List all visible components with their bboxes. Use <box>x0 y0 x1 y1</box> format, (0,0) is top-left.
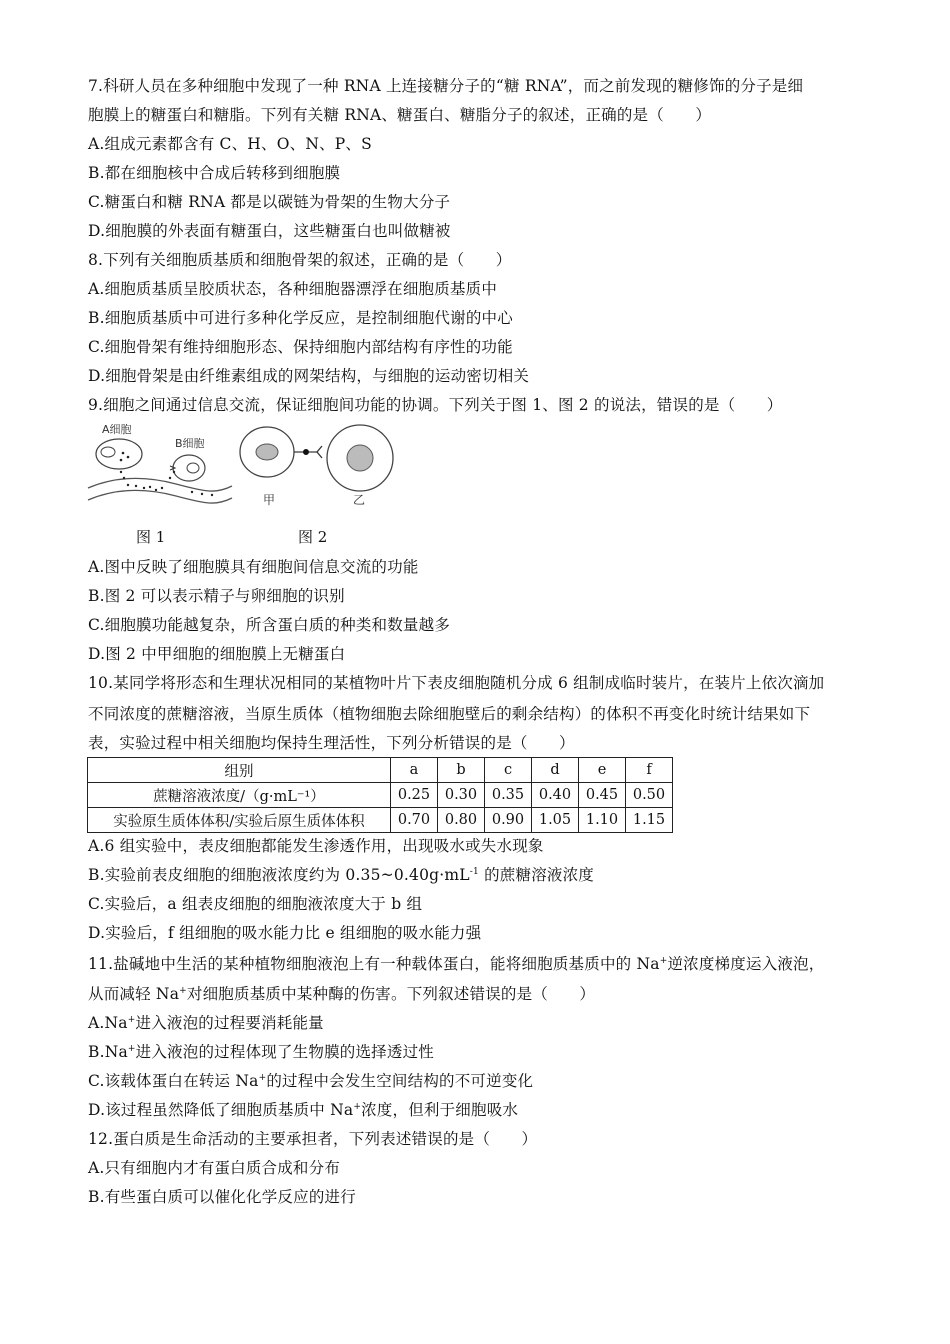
q7-option-b: B.都在细胞核中合成后转移到细胞膜 <box>88 164 341 182</box>
fig1-label-a-cell: A细胞 <box>102 423 132 436</box>
q12-stem: 12.蛋白质是生命活动的主要承担者，下列表述错误的是（ ） <box>88 1130 538 1148</box>
q8-option-a: A.细胞质基质呈胶质状态，各种细胞器漂浮在细胞质基质中 <box>88 280 498 298</box>
table-cell: 1.05 <box>532 808 579 833</box>
q11-stem-line-2: 从而减轻 Na+对细胞质基质中某种酶的伤害。下列叙述错误的是（ ） <box>88 985 596 1003</box>
fig1-cell-b <box>173 455 205 481</box>
fig1-cell-a <box>96 439 142 469</box>
q9-option-d: D.图 2 中甲细胞的细胞膜上无糖蛋白 <box>88 645 346 663</box>
q8-stem: 8.下列有关细胞质基质和细胞骨架的叙述，正确的是（ ） <box>88 251 512 269</box>
figure-1-caption: 图 1 <box>136 528 166 546</box>
q10-option-b: B.实验前表皮细胞的细胞液浓度约为 $0.35\sim 0.40g\cdot mL^{-1}$ 的蔗糖溶液浓度 <box>88 866 594 884</box>
fig1-label-b-cell: B细胞 <box>175 437 205 450</box>
q12-option-b: B.有些蛋白质可以催化化学反应的进行 <box>88 1188 356 1206</box>
table-row <box>88 758 673 783</box>
table-cell: e <box>579 758 626 783</box>
table-cell: 0.25 <box>391 783 438 808</box>
q10-stem-line-1: 10.某同学将形态和生理状况相同的某植物叶片下表皮细胞随机分成 6 组制成临时装片，在装片上依次滴加 <box>88 674 825 692</box>
table-cell: c <box>485 758 532 783</box>
table-row <box>88 783 673 808</box>
table-cell: 0.70 <box>391 808 438 833</box>
q12-option-a: A.只有细胞内才有蛋白质合成和分布 <box>88 1159 341 1177</box>
table-cell: 0.90 <box>485 808 532 833</box>
q9-option-c: C.细胞膜功能越复杂，所含蛋白质的种类和数量越多 <box>88 616 451 634</box>
table-row <box>88 808 673 833</box>
q7-stem-line-1: 7.科研人员在多种细胞中发现了一种 RNA 上连接糖分子的“糖 RNA”，而之前发现的糖修饰的分子是细 <box>88 77 804 95</box>
q7-option-a: A.组成元素都含有 C、H、O、N、P、S <box>88 135 372 153</box>
table-cell: 0.40 <box>532 783 579 808</box>
q7-stem-line-2: 胞膜上的糖蛋白和糖脂。下列有关糖 RNA、糖蛋白、糖脂分子的叙述，正确的是（ ） <box>88 106 712 124</box>
q11-option-d: D.该过程虽然降低了细胞质基质中 Na+浓度，但利于细胞吸水 <box>88 1101 519 1119</box>
table-cell: d <box>532 758 579 783</box>
table-cell: a <box>391 758 438 783</box>
fig2-cell-jia-nucleus <box>256 444 278 460</box>
q10-stem-line-2: 不同浓度的蔗糖溶液，当原生质体（植物细胞去除细胞壁后的剩余结构）的体积不再变化时统计结果如下 <box>88 705 811 723</box>
q8-option-d: D.细胞骨架是由纤维素组成的网架结构，与细胞的运动密切相关 <box>88 367 530 385</box>
q7-option-c: C.糖蛋白和糖 RNA 都是以碳链为骨架的生物大分子 <box>88 193 451 211</box>
fig2-label-yi: 乙 <box>353 493 366 507</box>
q11-option-c: C.该载体蛋白在转运 Na+的过程中会发生空间结构的不可逆变化 <box>88 1072 534 1090</box>
table-row-label: 实验原生质体体积/实验后原生质体体积 <box>88 808 391 833</box>
q8-option-c: C.细胞骨架有维持细胞形态、保持细胞内部结构有序性的功能 <box>88 338 513 356</box>
table-cell: f <box>626 758 673 783</box>
q8-option-b: B.细胞质基质中可进行多种化学反应，是控制细胞代谢的中心 <box>88 309 513 327</box>
q10-option-d: D.实验后，f 组细胞的吸水能力比 e 组细胞的吸水能力强 <box>88 924 482 942</box>
table-cell: 0.45 <box>579 783 626 808</box>
table-row-label: 蔗糖溶液浓度/（g·mL⁻¹） <box>88 783 391 808</box>
q11-option-a: A.Na+进入液泡的过程要消耗能量 <box>88 1014 324 1032</box>
table-cell: 0.30 <box>438 783 485 808</box>
q10-option-a: A.6 组实验中，表皮细胞都能发生渗透作用，出现吸水或失水现象 <box>88 837 544 855</box>
fig1-cell-a-nucleus <box>101 447 115 457</box>
fig2-receptor <box>317 446 322 458</box>
fig2-signal-molecule <box>303 449 309 455</box>
fig2-cell-yi-nucleus <box>347 445 373 471</box>
table-cell: 0.50 <box>626 783 673 808</box>
fig1-vessel-lower <box>88 490 232 503</box>
q10-stem-line-3: 表，实验过程中相关细胞均保持生理活性，下列分析错误的是（ ） <box>88 734 575 752</box>
fig1-vessel-upper <box>88 478 232 491</box>
q11-option-b: B.Na+进入液泡的过程体现了生物膜的选择透过性 <box>88 1043 434 1061</box>
q10-option-c: C.实验后，a 组表皮细胞的细胞液浓度大于 b 组 <box>88 895 423 913</box>
q9-option-a: A.图中反映了细胞膜具有细胞间信息交流的功能 <box>88 558 419 576</box>
q11-stem-line-1: 11.盐碱地中生活的某种植物细胞液泡上有一种载体蛋白，能将细胞质基质中的 Na+逆浓度梯度运入液泡， <box>88 955 825 973</box>
table-cell: 0.80 <box>438 808 485 833</box>
table-cell: 1.10 <box>579 808 626 833</box>
fig2-label-jia: 甲 <box>263 493 276 507</box>
figure-2-diagram <box>236 424 396 510</box>
q9-stem: 9.细胞之间通过信息交流，保证细胞间功能的协调。下列关于图 1、图 2 的说法，错误的是（ ） <box>88 396 783 414</box>
figure-1-diagram <box>86 420 234 506</box>
table-cell: b <box>438 758 485 783</box>
figure-2-caption: 图 2 <box>298 528 328 546</box>
q10-data-table <box>87 757 673 833</box>
fig1-cell-b-nucleus <box>187 463 199 473</box>
table-row-label: 组别 <box>88 758 391 783</box>
q7-option-d: D.细胞膜的外表面有糖蛋白，这些糖蛋白也叫做糖被 <box>88 222 451 240</box>
table-cell: 1.15 <box>626 808 673 833</box>
q9-option-b: B.图 2 可以表示精子与卵细胞的识别 <box>88 587 345 605</box>
table-cell: 0.35 <box>485 783 532 808</box>
